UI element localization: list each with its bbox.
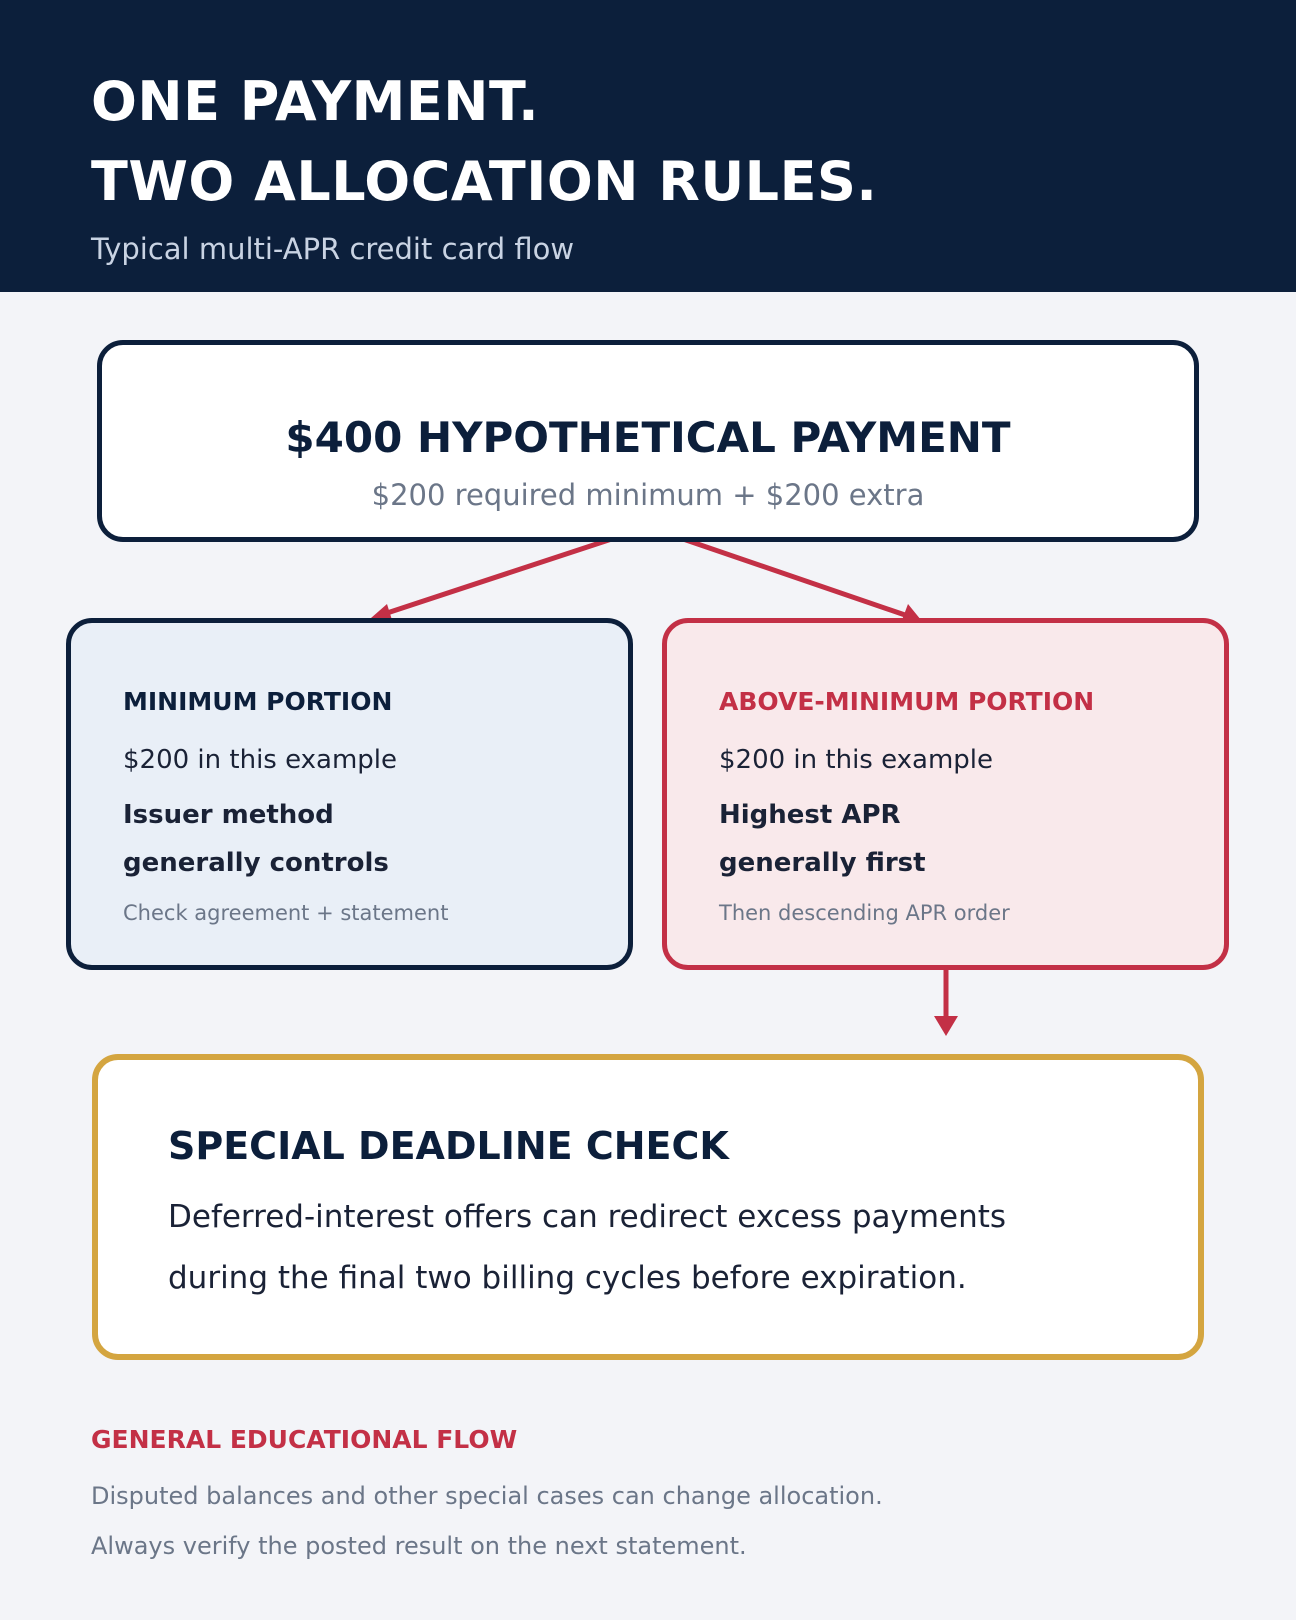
minimum-portion-card — [66, 618, 633, 970]
arrowhead-deadline — [934, 1016, 958, 1036]
above-minimum-heading: ABOVE-MINIMUM PORTION — [719, 687, 1095, 716]
payment-subtitle: $200 required minimum + $200 extra — [371, 478, 925, 512]
deadline-title: SPECIAL DEADLINE CHECK — [168, 1124, 729, 1168]
deadline-line2: during the final two billing cycles before expiration. — [168, 1260, 967, 1296]
above-minimum-portion-card — [662, 618, 1229, 970]
above-minimum-note: Then descending APR order — [719, 901, 1010, 925]
footer-line1: Disputed balances and other special cases can change allocation. — [91, 1482, 883, 1510]
footer-line2: Always verify the posted result on the next statement. — [91, 1532, 747, 1560]
payment-title: $400 HYPOTHETICAL PAYMENT — [285, 413, 1011, 462]
payment-box — [97, 340, 1199, 542]
deadline-line1: Deferred-interest offers can redirect excess payments — [168, 1199, 1007, 1235]
minimum-note: Check agreement + statement — [123, 901, 449, 925]
subtitle: Typical multi-APR credit card flow — [91, 232, 575, 266]
minimum-rule-line2: generally controls — [123, 848, 389, 878]
title-line-1: ONE PAYMENT. — [91, 70, 540, 133]
minimum-rule-line1: Issuer method — [123, 800, 334, 830]
above-minimum-amount: $200 in this example — [719, 745, 994, 775]
deadline-check-box — [92, 1054, 1204, 1360]
above-minimum-rule-line1: Highest APR — [719, 800, 901, 830]
minimum-heading: MINIMUM PORTION — [123, 687, 393, 716]
above-minimum-rule-line2: generally first — [719, 848, 926, 878]
footer-title: GENERAL EDUCATIONAL FLOW — [91, 1425, 518, 1454]
minimum-amount: $200 in this example — [123, 745, 398, 775]
title-line-2: TWO ALLOCATION RULES. — [91, 150, 878, 213]
